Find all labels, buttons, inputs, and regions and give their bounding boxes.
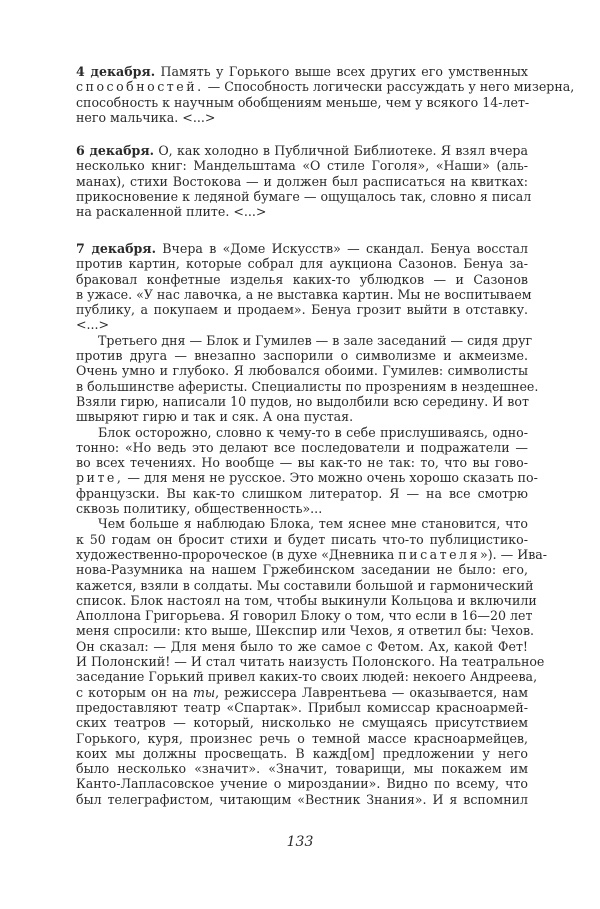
text-line (76, 776, 528, 791)
text-line (76, 501, 528, 516)
text-line (76, 532, 528, 547)
text-segment: прикосновение к ледяной бумаге — ощущалось так, словно я писал (76, 188, 532, 204)
text-line (76, 241, 528, 256)
text-segment: Очень умно и глубоко. Я любовался обоими. Гумилев: символисты (76, 363, 528, 379)
text-segment: <...> (76, 317, 110, 333)
paragraph (76, 241, 532, 333)
text-line (76, 761, 528, 776)
text-line (76, 516, 528, 531)
text-line (76, 685, 528, 700)
text-segment: рите, (76, 470, 124, 486)
text-segment: ских театров — который, нисколько не смущаясь присутствием (76, 715, 528, 731)
text-segment: заседание Горький привел каких-то своих людей: некоего Андреева, (76, 669, 538, 685)
text-line (76, 143, 528, 158)
text-line (76, 731, 528, 746)
text-segment: Вчера в «Доме Искусств» — скандал. Бенуа восстал (156, 241, 529, 256)
text-line (76, 409, 528, 424)
paragraph (76, 143, 532, 220)
text-segment: ты (192, 684, 216, 700)
text-segment: предоставляют театр «Спартак». Прибыл комиссар красноармей- (76, 699, 528, 715)
text-line (76, 332, 533, 348)
text-line (76, 546, 548, 562)
text-segment: О, как холодно в Публичной Библиотеке. Я взял вчера (154, 143, 528, 158)
paragraph (76, 516, 548, 807)
entry-date: 6 декабря. (76, 143, 155, 158)
text-segment: против друга — внезапно заспорили о символизме и акмеизме. (76, 348, 528, 364)
text-segment: швыряют гирю и так и сяк. А она пустая. (76, 409, 354, 425)
text-segment: Взяли гирю, написали 10 пудов, но выдолбили всю середину. И вот (76, 393, 529, 409)
text-segment: , режиссера Лаврентьева — оказывается, нам (215, 684, 529, 700)
text-segment: Блок осторожно, словно к чему-то в себе прислушиваясь, одно- (98, 424, 528, 440)
text-segment: способностей. (76, 79, 204, 95)
text-line (76, 639, 528, 654)
text-segment: нова-Разумника на нашем Гржебинском заседании не было: его, (76, 562, 528, 578)
paragraph (76, 64, 575, 125)
text-segment: было несколько «значит». «Значит, товарищи, мы покажем им (76, 761, 528, 777)
text-line (76, 302, 528, 317)
text-segment: Аполлона Григорьева. Я говорил Блоку о том, что если в 16—20 лет (76, 608, 533, 624)
text-segment: него мальчика. <...> (76, 109, 216, 125)
text-segment: был телеграфистом, читающим «Вестник Знания». И я вспомнил (76, 791, 528, 807)
entry-dec-6 (76, 143, 532, 220)
text-line (76, 700, 528, 715)
text-segment: И Полонский! — И стал читать наизусть Полонского. На театральное (76, 654, 545, 670)
text-segment: с которым он на (76, 684, 193, 700)
text-line (76, 158, 528, 173)
text-segment: коих мы должны просвещать. В кажд[ом] предложении у него (76, 745, 528, 761)
text-line (76, 317, 528, 332)
text-line (76, 348, 528, 363)
text-segment: меня спросили: кто выше, Шекспир или Чехов, я ответил бы: Чехов. (76, 623, 535, 639)
text-line (76, 669, 538, 685)
entry-dec-4 (76, 64, 575, 125)
text-segment: публику, а покупаем и продаем». Бенуа грозит выйти в отставку. (76, 302, 528, 318)
text-segment: кажется, взяли в солдаты. Мы составили большой и гармонический (76, 577, 534, 593)
text-line (76, 577, 534, 593)
paragraph (76, 332, 539, 425)
text-line (76, 792, 528, 807)
text-segment: несколько книг: Мандельштама «О стиле Гоголя», «Наши» (аль- (76, 158, 528, 174)
text-line (76, 562, 528, 577)
text-segment: Чем больше я наблюдаю Блока, тем яснее мне становится, что (98, 516, 528, 532)
text-segment: Память у Горького выше всех других его умственных (155, 64, 529, 79)
text-segment: писателя (398, 546, 480, 562)
text-segment: браковал конфетные изделья каких-то ублюдков — и Сазонов (76, 271, 528, 287)
entry-date: 7 декабря. (76, 241, 156, 256)
text-line (76, 79, 575, 95)
text-line (76, 363, 528, 378)
paragraph (76, 424, 538, 517)
text-line (76, 286, 532, 302)
text-segment: французски. Вы как-то слишком литератор. Я — на все смотрю (76, 485, 528, 501)
text-segment: Канто-Лапласовское учение о мироздании». Видно по всему, что (76, 776, 528, 792)
text-line (76, 188, 532, 204)
text-segment: Третьего дня — Блок и Гумилев — в зале заседаний — сидя друг (98, 332, 533, 348)
text-segment: на раскаленной плите. <...> (76, 204, 267, 220)
text-segment: Горького, куря, произнес речь о темной массе красноармейцев, (76, 730, 528, 746)
text-line (76, 110, 528, 125)
entry-dec-7 (76, 241, 548, 807)
text-line (76, 623, 535, 639)
text-line (76, 486, 528, 501)
entry-date: 4 декабря. (76, 64, 156, 79)
text-line (76, 95, 528, 110)
text-segment: список. Блок настоял на том, чтобы выкинули Кольцова и включили (76, 592, 537, 608)
text-line (76, 378, 539, 394)
text-segment: способность к научным обобщениям меньше, чем у всякого 14-лет- (76, 94, 530, 110)
text-line (76, 746, 528, 761)
text-line (76, 592, 537, 608)
page-number: 133 (286, 834, 314, 850)
text-segment: художественно-пророческое (в духе «Дневника (76, 546, 399, 562)
text-segment: — Способность логически рассуждать у него мизерна, (203, 79, 575, 95)
text-segment: во всех течениях. Но вообще — вы как-то не так: то, что вы гово- (76, 455, 528, 471)
text-segment: в ужасе. «У нас лавочка, а не выставка картин. Мы не воспитываем (76, 286, 532, 302)
text-line (76, 608, 533, 624)
text-line (76, 394, 528, 409)
text-segment: »). — Ива- (480, 546, 548, 562)
text-line (76, 64, 528, 79)
text-line (76, 715, 528, 730)
text-line (76, 204, 528, 219)
text-segment: к 50 годам он бросит стихи и будет писать что-то публицистико- (76, 531, 528, 547)
text-line (76, 654, 545, 670)
text-line (76, 256, 528, 271)
text-segment: манах), стихи Востокова — и должен был расписаться на квитках: (76, 173, 528, 189)
text-line (76, 455, 528, 470)
text-line (76, 470, 538, 486)
text-segment: против картин, которые собрал для аукциона Сазонов. Бенуа за- (76, 256, 528, 272)
text-segment: — для меня не русское. Это можно очень хорошо сказать по- (123, 470, 538, 486)
text-line (76, 440, 528, 455)
text-segment: сквозь политику, общественность»... (76, 501, 323, 517)
text-segment: Он сказал: — Для меня было то же самое с Фетом. Ах, какой Фет! (76, 638, 528, 654)
text-line (76, 272, 528, 287)
text-segment: тонно: «Но ведь это делают все последователи и подражатели — (76, 439, 528, 455)
text-segment: в большинстве аферисты. Специалисты по прозрениям в нездешнее. (76, 378, 539, 394)
text-line (76, 425, 528, 440)
text-line (76, 174, 528, 189)
